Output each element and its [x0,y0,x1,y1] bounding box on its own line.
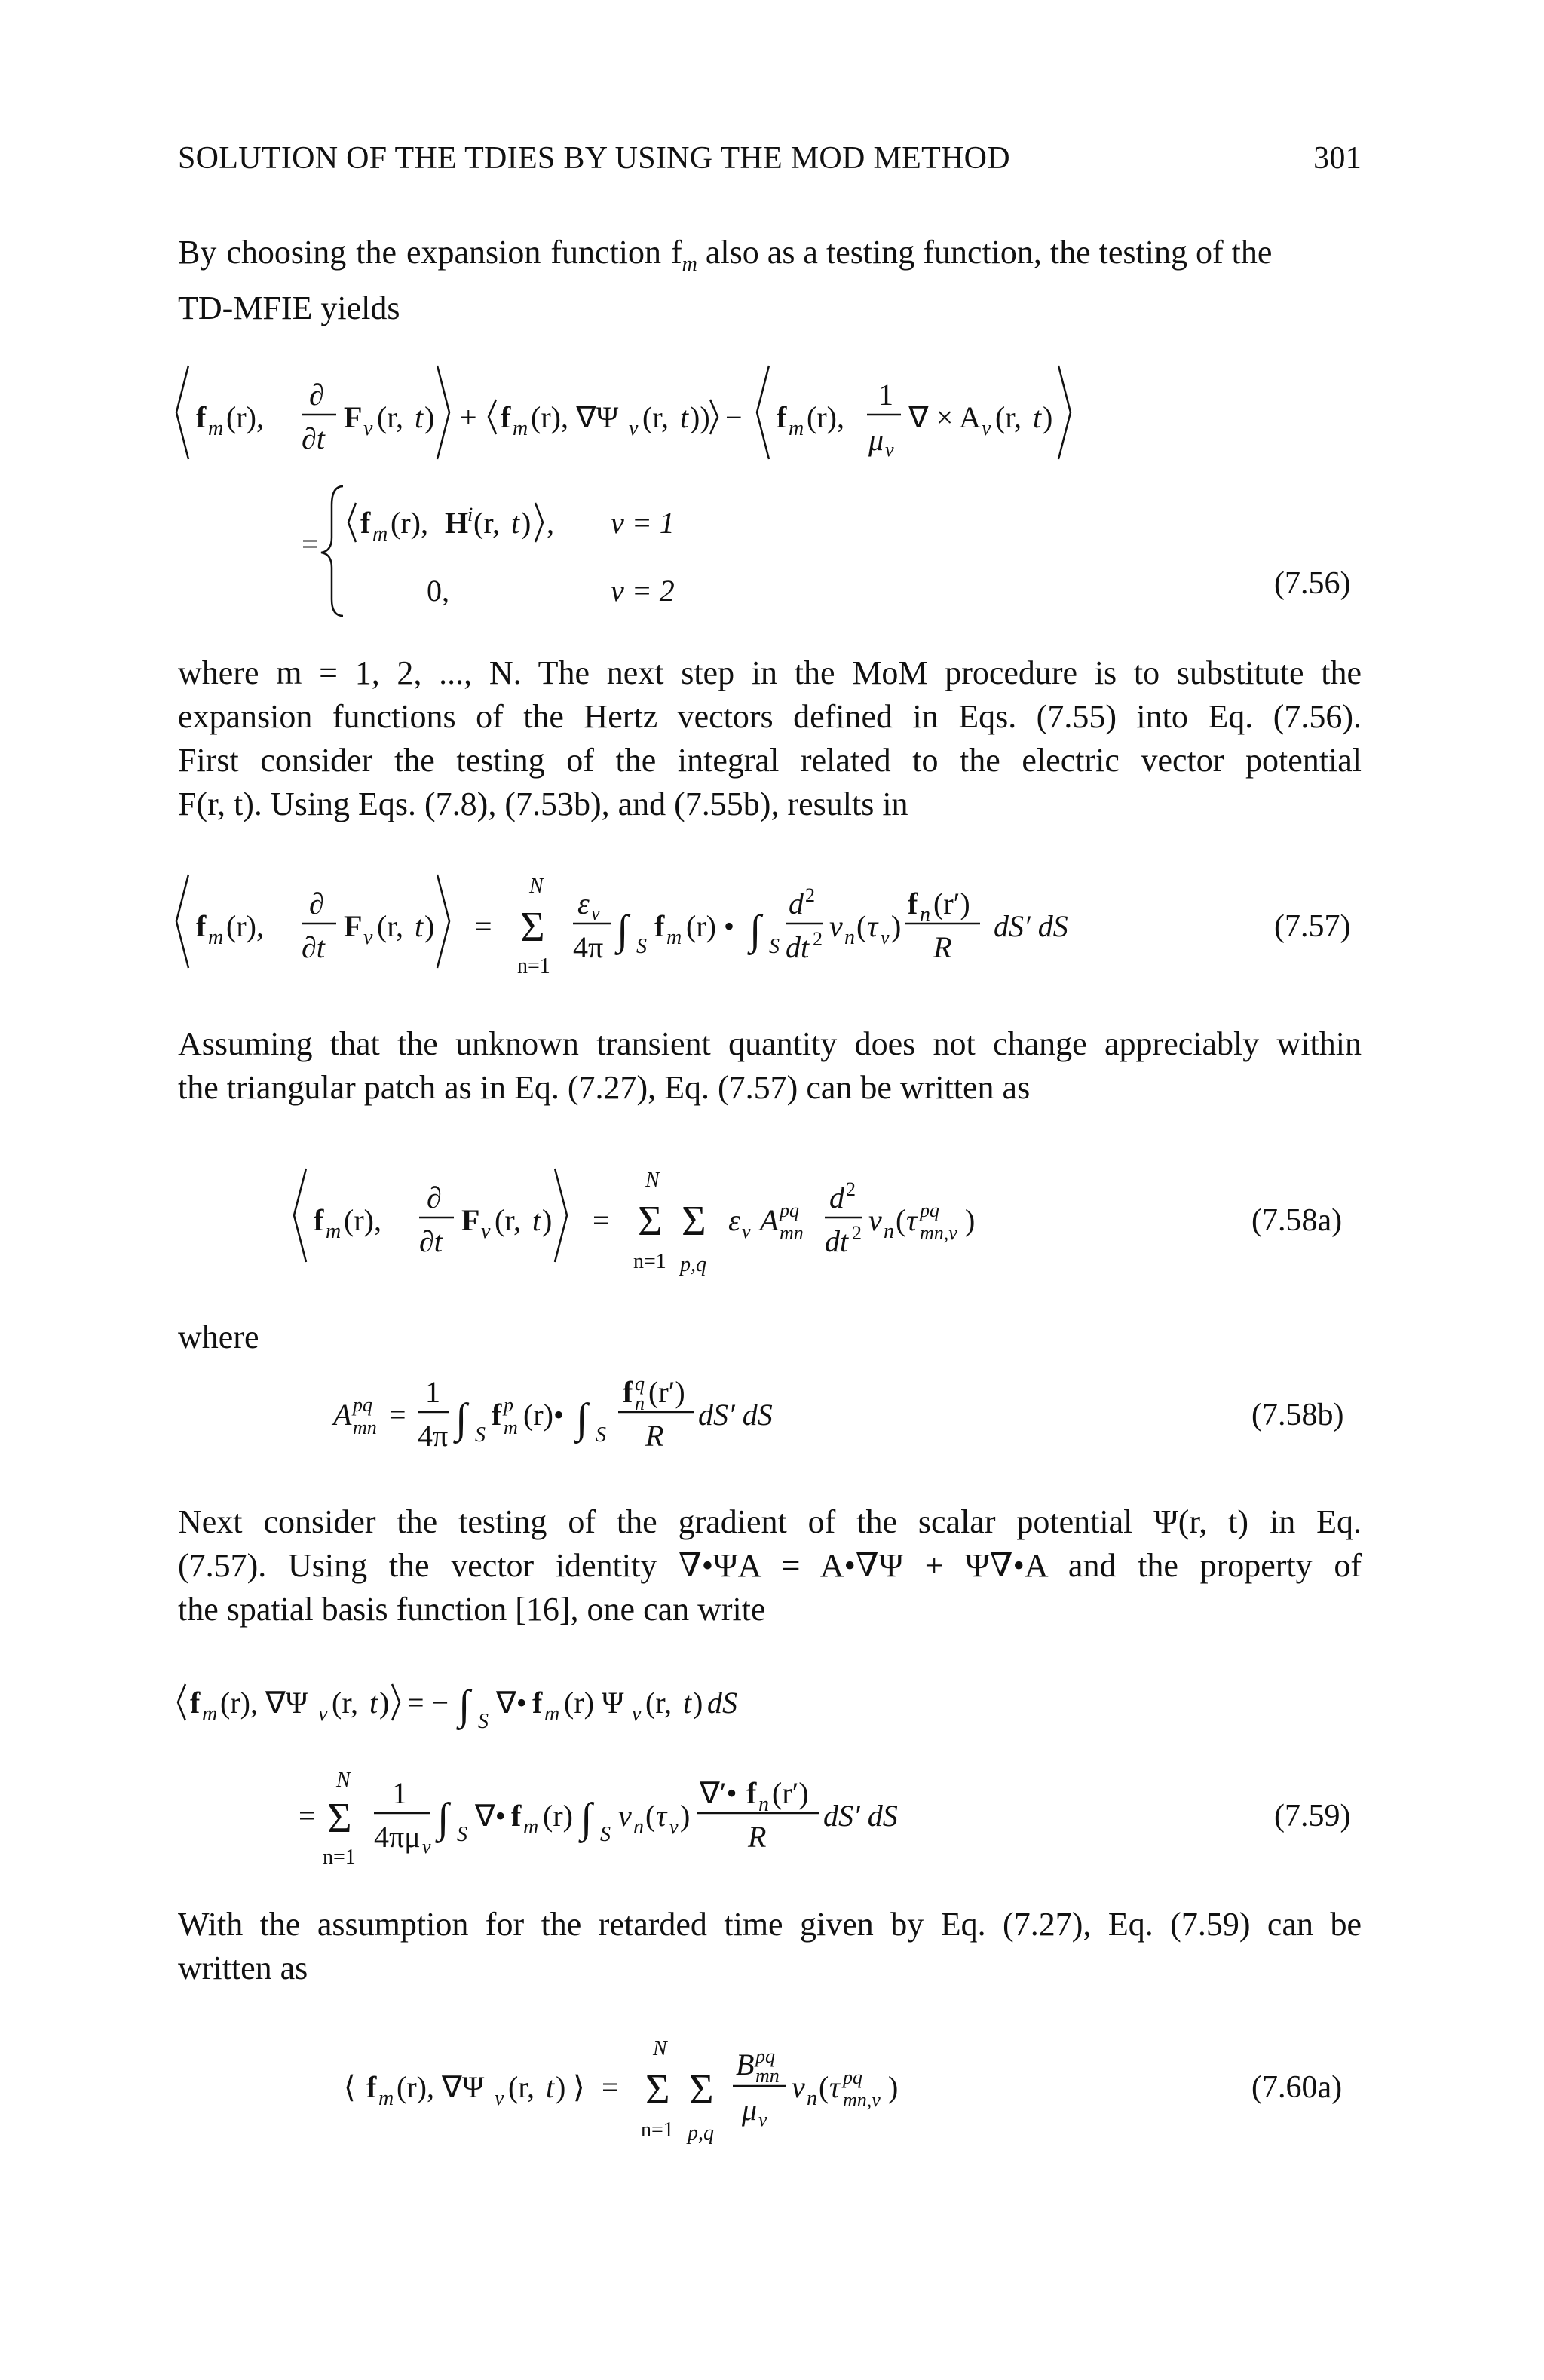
svg-text:ν: ν [481,1220,491,1243]
svg-text:∫: ∫ [458,1682,470,1729]
svg-text:): ) [424,400,435,434]
eq760a-label: (7.60a) [1251,2070,1343,2105]
svg-text:∫: ∫ [576,1395,588,1442]
svg-text:∂: ∂ [427,1181,442,1215]
svg-text:f: f [623,1375,633,1409]
svg-text:τ: τ [656,1799,667,1833]
svg-text:n: n [635,1392,645,1414]
svg-text:(r), ∇Ψ: (r), ∇Ψ [531,400,619,434]
svg-text:S: S [475,1423,486,1447]
svg-text:−: − [725,400,743,434]
svg-text:Σ: Σ [645,2066,670,2113]
svg-text:v: v [868,1203,882,1237]
p5-line-2: written as [178,1950,308,1986]
svg-text:pq: pq [353,1394,372,1416]
svg-text:R: R [933,930,952,964]
p1-text-c: TD-MFIE yields [178,289,400,326]
svg-text:dt: dt [786,930,810,964]
svg-text:,: , [547,506,554,540]
svg-text:t: t [511,506,520,540]
svg-text:): ) [693,1686,703,1720]
svg-text:S: S [636,935,647,958]
svg-text:p,q: p,q [688,2121,714,2145]
svg-text:(r),: (r), [226,400,264,434]
svg-text:m: m [202,1702,218,1726]
svg-text:(r,: (r, [645,1686,672,1720]
svg-text:f: f [511,1799,522,1833]
paragraph-scalar-potential [178,1500,1362,1631]
svg-text:F: F [344,909,363,943]
eq756-case1: ν = 1 [611,506,675,540]
svg-text:f: f [314,1203,324,1237]
svg-text:p,q: p,q [680,1253,706,1276]
svg-text:∫: ∫ [581,1795,593,1842]
eq756-case2: ν = 2 [611,574,675,608]
svg-text:(r,: (r, [495,1203,522,1237]
svg-text:B: B [736,2048,755,2081]
svg-text:(r′): (r′) [772,1776,809,1810]
svg-text:): ) [379,1686,390,1720]
svg-text:f: f [190,1686,201,1720]
svg-text:f: f [777,400,787,434]
p2-line-4: F(r, t). Using Eqs. (7.8), (7.53b), and (7.55b), results in [178,786,908,822]
svg-text:)): )) [690,400,710,434]
svg-text:mn: mn [353,1417,377,1438]
equation-7-60a [166,2028,1380,2164]
svg-text:(r′): (r′) [933,887,970,920]
svg-text:(r),: (r), [391,506,428,540]
svg-text:pq: pq [755,2045,775,2067]
svg-text:p: p [504,1394,513,1416]
svg-text:): ) [424,909,435,943]
svg-text:∇′•: ∇′• [700,1776,737,1810]
svg-text:m: m [372,522,388,546]
p2-line-1: where m = 1, 2, ..., N. The next step in the MoM procedure is to substitute the [178,654,1362,691]
svg-text:pq: pq [920,1199,939,1221]
svg-text:m: m [208,417,224,440]
svg-text:v: v [618,1799,632,1833]
svg-text:m: m [208,926,224,949]
svg-text:): ) [888,2070,899,2104]
svg-text:m: m [513,417,528,440]
svg-text:∇•: ∇• [475,1799,506,1833]
svg-text:(r′): (r′) [648,1375,685,1409]
equation-7-57 [166,859,1380,1018]
svg-text:ν: ν [881,927,890,948]
svg-text:n=1: n=1 [641,2118,674,2142]
svg-text:∫: ∫ [617,907,629,954]
equation-7-58a [166,1153,1380,1312]
svg-text:=: = [389,1398,406,1432]
svg-text:1: 1 [878,378,893,412]
running-header [178,140,1362,185]
svg-text:(r,: (r, [332,1686,359,1720]
svg-text:∂t: ∂t [419,1224,443,1258]
svg-text:t: t [415,909,424,943]
p2-line-3: First consider the testing of the integral related to the electric vector potential [178,742,1362,779]
svg-text:t: t [532,1203,541,1237]
svg-text:S: S [600,1823,611,1846]
svg-text:i: i [467,504,473,525]
svg-text:ν: ν [982,417,991,440]
svg-text:pq: pq [780,1199,799,1221]
svg-text:(r,: (r, [377,400,404,434]
svg-text:H: H [445,506,469,540]
svg-text:(r): (r) [543,1799,573,1833]
svg-text:1: 1 [425,1375,440,1409]
svg-text:(r,: (r, [642,400,669,434]
svg-text:∇ × A: ∇ × A [908,400,981,434]
svg-text:(r), ∇Ψ: (r), ∇Ψ [397,2070,485,2104]
svg-text:⟨: ⟨ [344,2070,356,2104]
svg-text:+: + [460,400,477,434]
svg-text:(r,: (r, [508,2070,535,2104]
svg-text:1: 1 [392,1776,407,1810]
svg-text:⟩: ⟩ [573,2070,585,2104]
svg-text:t: t [1033,400,1042,434]
p4-line-2: (7.57). Using the vector identity ∇•ΨA = A•∇Ψ + Ψ∇•A and the property of [178,1547,1362,1584]
svg-text:S: S [478,1710,489,1733]
svg-text:m: m [544,1702,560,1726]
svg-text:(r,: (r, [473,506,501,540]
eq756-zero: 0, [427,574,449,608]
svg-text:n: n [884,1220,894,1243]
svg-text:n: n [633,1815,644,1839]
svg-text:m: m [326,1220,342,1243]
paragraph-testing-intro: By choosing the expansion function $f_m$ also as a testing function, the testing of the TD-MFIE yields [178,231,1362,330]
svg-text:dS: dS [707,1686,737,1720]
svg-text:∫: ∫ [437,1795,449,1842]
svg-text:∫: ∫ [455,1395,467,1442]
svg-text:mn,ν: mn,ν [843,2089,881,2111]
svg-text:μ: μ [868,423,884,457]
svg-text:∂: ∂ [309,887,324,920]
svg-text:4π: 4π [418,1419,449,1453]
svg-text:(r)•: (r)• [523,1398,564,1432]
svg-text:f: f [501,400,511,434]
svg-text:n: n [807,2087,817,2110]
svg-text:v: v [792,2070,805,2104]
svg-text:(: ( [819,2070,829,2104]
svg-text:f: f [532,1686,543,1720]
svg-text:F: F [344,400,363,434]
svg-text:N: N [336,1769,351,1792]
svg-text:∂: ∂ [309,378,324,412]
p4-line-1: Next consider the testing of the gradient of the scalar potential Ψ(r, t) in Eq. [178,1503,1362,1540]
eq758b-label: (7.58b) [1251,1398,1344,1432]
svg-text:m: m [523,1815,539,1839]
svg-text:t: t [546,2070,555,2104]
svg-text:τ: τ [906,1203,918,1237]
svg-text:N: N [653,2037,667,2060]
svg-text:m: m [504,1417,518,1438]
svg-text:(r) Ψ: (r) Ψ [564,1686,624,1720]
p3-line-2: the triangular patch as in Eq. (7.27), Eq. (7.57) can be written as [178,1069,1031,1106]
svg-text:Σ: Σ [682,1198,706,1245]
svg-text:(r),: (r), [226,909,264,943]
svg-text:): ) [556,2070,566,2104]
svg-text:ν: ν [632,1702,642,1726]
svg-text:R: R [748,1820,767,1854]
svg-text:τ: τ [867,909,878,943]
svg-text:f: f [360,506,371,540]
svg-text:n: n [920,903,930,927]
svg-text:n: n [758,1793,769,1816]
svg-text:N: N [529,875,544,898]
svg-text:∂t: ∂t [302,421,325,455]
svg-text:2: 2 [813,928,823,950]
svg-text:Σ: Σ [520,904,545,951]
svg-text:ν: ν [422,1836,431,1858]
svg-text:S: S [769,935,780,958]
svg-text:f: f [196,909,207,943]
svg-text:f: f [196,400,207,434]
svg-text:m: m [789,417,804,440]
svg-text:m: m [666,926,682,949]
eq757-label: (7.57) [1274,909,1351,944]
svg-text:Σ: Σ [689,2066,714,2113]
equation-7-58b [166,1357,1380,1478]
svg-text:f: f [654,909,665,943]
svg-text:d: d [829,1181,844,1215]
p4-line-3: the spatial basis function [16], one can write [178,1591,766,1628]
svg-text:2: 2 [805,884,815,906]
svg-text:(r), ∇Ψ: (r), ∇Ψ [220,1686,308,1720]
svg-text:): ) [1043,400,1053,434]
paragraph-mom-procedure [178,651,1362,826]
svg-text:ε: ε [728,1203,740,1237]
svg-text:dt: dt [825,1224,849,1258]
equation-7-56 [166,343,1380,629]
svg-text:): ) [521,506,532,540]
running-title: SOLUTION OF THE TDIES BY USING THE MOD METHOD [178,141,1010,176]
svg-text:n: n [844,926,855,949]
svg-text:t: t [680,400,689,434]
svg-text:n=1: n=1 [517,954,550,978]
svg-text:ν: ν [885,439,894,461]
svg-text:ν: ν [758,2109,767,2130]
svg-text:Σ: Σ [327,1795,352,1842]
svg-text:(r),: (r), [344,1203,381,1237]
svg-text:): ) [891,909,902,943]
svg-text:S: S [596,1423,606,1447]
svg-text:A: A [760,1203,779,1237]
svg-text:f: f [746,1776,757,1810]
p2-line-2: expansion functions of the Hertz vectors defined in Eqs. (7.55) into Eq. (7.56). [178,698,1362,735]
svg-text:=: = [302,527,319,561]
eq758a-label: (7.58a) [1251,1203,1343,1238]
svg-text:ν: ν [591,902,600,924]
svg-text:4π: 4π [573,930,604,964]
svg-text:(r,: (r, [995,400,1022,434]
svg-text:4πμ: 4πμ [374,1820,421,1854]
svg-text:ν: ν [363,417,373,440]
p3-line-1: Assuming that the unknown transient quantity does not change appreciably within [178,1025,1362,1062]
svg-text:): ) [542,1203,553,1237]
svg-text:R: R [645,1419,664,1453]
svg-text:S: S [457,1823,467,1846]
where-word: where [178,1319,259,1355]
svg-text:n=1: n=1 [323,1845,356,1869]
svg-text:dS′ dS: dS′ dS [698,1398,773,1432]
paragraph-assumption [178,1022,1362,1110]
paragraph-retarded-time [178,1903,1362,1990]
svg-text:ν: ν [318,1702,328,1726]
svg-text:m: m [378,2087,394,2110]
svg-text:dS′ dS: dS′ dS [823,1799,898,1833]
svg-text:=: = [475,909,492,943]
svg-text:t: t [369,1686,378,1720]
svg-text:A: A [333,1398,352,1432]
svg-text:(r,: (r, [377,909,404,943]
svg-text:v: v [829,909,843,943]
svg-text:τ: τ [829,2070,841,2104]
svg-text:2: 2 [852,1222,862,1244]
svg-text:∫: ∫ [749,907,761,954]
svg-text:(r),: (r), [807,400,844,434]
svg-text:mn: mn [755,2065,780,2087]
svg-text:ν: ν [669,1816,679,1838]
svg-text:n=1: n=1 [633,1250,666,1273]
p1-text-b: also as a testing function, the testing of the [697,234,1273,271]
svg-text:=: = [593,1203,610,1237]
svg-text:t: t [415,400,424,434]
svg-text:): ) [965,1203,976,1237]
svg-text:(r) •: (r) • [686,909,734,943]
svg-text:q: q [635,1373,645,1395]
page-number: 301 [1313,141,1362,176]
equation-7-59 [166,1643,1380,1900]
svg-text:ν: ν [629,417,639,440]
svg-text:=: = [602,2070,619,2104]
svg-text:ε: ε [577,887,590,920]
svg-text:ν: ν [742,1221,751,1242]
svg-text:2: 2 [846,1178,856,1200]
svg-text:mn: mn [780,1222,804,1244]
svg-text:F: F [461,1203,480,1237]
svg-text:=: = [299,1799,316,1833]
eq756-label: (7.56) [1274,566,1351,601]
svg-text:f: f [908,887,918,920]
svg-text:dS′ dS: dS′ dS [994,909,1068,943]
svg-text:∇•: ∇• [496,1686,527,1720]
svg-text:f: f [492,1398,502,1432]
svg-text:t: t [683,1686,692,1720]
svg-text:∂t: ∂t [302,930,325,964]
svg-text:(: ( [856,909,867,943]
p1-text-a: By choosing the expansion function f [178,234,682,271]
svg-text:): ) [680,1799,691,1833]
svg-text:N: N [645,1169,660,1192]
p5-line-1: With the assumption for the retarded time given by Eq. (7.27), Eq. (7.59) can be [178,1906,1362,1943]
svg-text:mn,ν: mn,ν [920,1222,957,1244]
svg-text:ν: ν [363,926,373,949]
svg-text:Σ: Σ [638,1198,663,1245]
svg-text:pq: pq [843,2066,862,2088]
svg-text:(: ( [896,1203,906,1237]
svg-text:= −: = − [407,1686,449,1720]
eq759-label: (7.59) [1274,1799,1351,1833]
svg-text:f: f [366,2070,377,2104]
svg-text:ν: ν [495,2087,504,2110]
svg-text:d: d [789,887,804,920]
svg-text:μ: μ [742,2093,758,2127]
svg-text:(: ( [645,1799,656,1833]
